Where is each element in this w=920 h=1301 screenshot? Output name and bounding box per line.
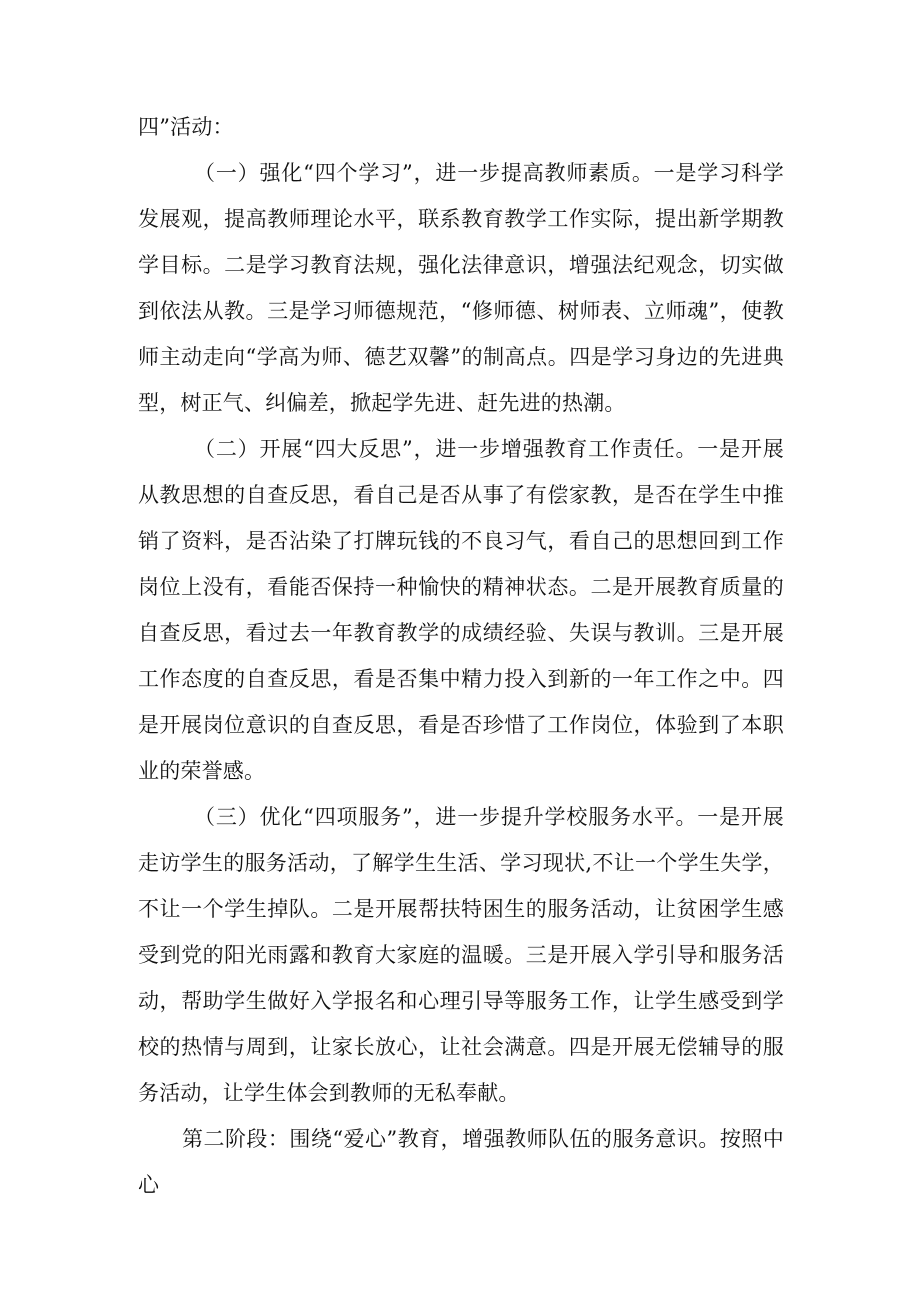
- paragraph-four-reflections: （二）开展“四大反思”，进一步增强教育工作责任。一是开展从教思想的自查反思，看自己是否从事了有偿家教，是否在学生中推销了资料，是否沾染了打牌玩钱的不良习气，看自己的思想回到工作岗位上没有，看能否保持一种愉快的精神状态。二是开展教育质量的自查反思，看过去一年教育教学的成绩经验、失误与教训。三是开展工作态度的自查反思，看是否集中精力投入到新的一年工作之中。四是开展岗位意识的自查反思，看是否珍惜了工作岗位，体验到了本职业的荣誉感。: [138, 437, 784, 783]
- document-body: [138, 104, 784, 1208]
- paragraph-second-stage: 第二阶段：围绕“爱心”教育，增强教师队伍的服务意识。按照中心: [138, 1127, 784, 1197]
- paragraph-four-studies: （一）强化“四个学习”，进一步提高教师素质。一是学习科学发展观，提高教师理论水平，联系教育教学工作实际，提出新学期教学目标。二是学习教育法规，强化法律意识，增强法纪观念，切实做到依法从教。三是学习师德规范，“修师德、树师表、立师魂”，使教师主动走向“学高为师、德艺双馨”的制高点。四是学习身边的先进典型，树正气、纠偏差，掀起学先进、赶先进的热潮。: [138, 161, 784, 415]
- paragraph-four-services: （三）优化“四项服务”，进一步提升学校服务水平。一是开展走访学生的服务活动，了解学生生活、学习现状,不让一个学生失学，不让一个学生掉队。二是开展帮扶特困生的服务活动，让贫困学生感受到党的阳光雨露和教育大家庭的温暖。三是开展入学引导和服务活动，帮助学生做好入学报名和心理引导等服务工作，让学生感受到学校的热情与周到，让家长放心，让社会满意。四是开展无偿辅导的服务活动，让学生体会到教师的无私奉献。: [138, 805, 784, 1105]
- paragraph-continuation: 四”活动：: [138, 115, 234, 139]
